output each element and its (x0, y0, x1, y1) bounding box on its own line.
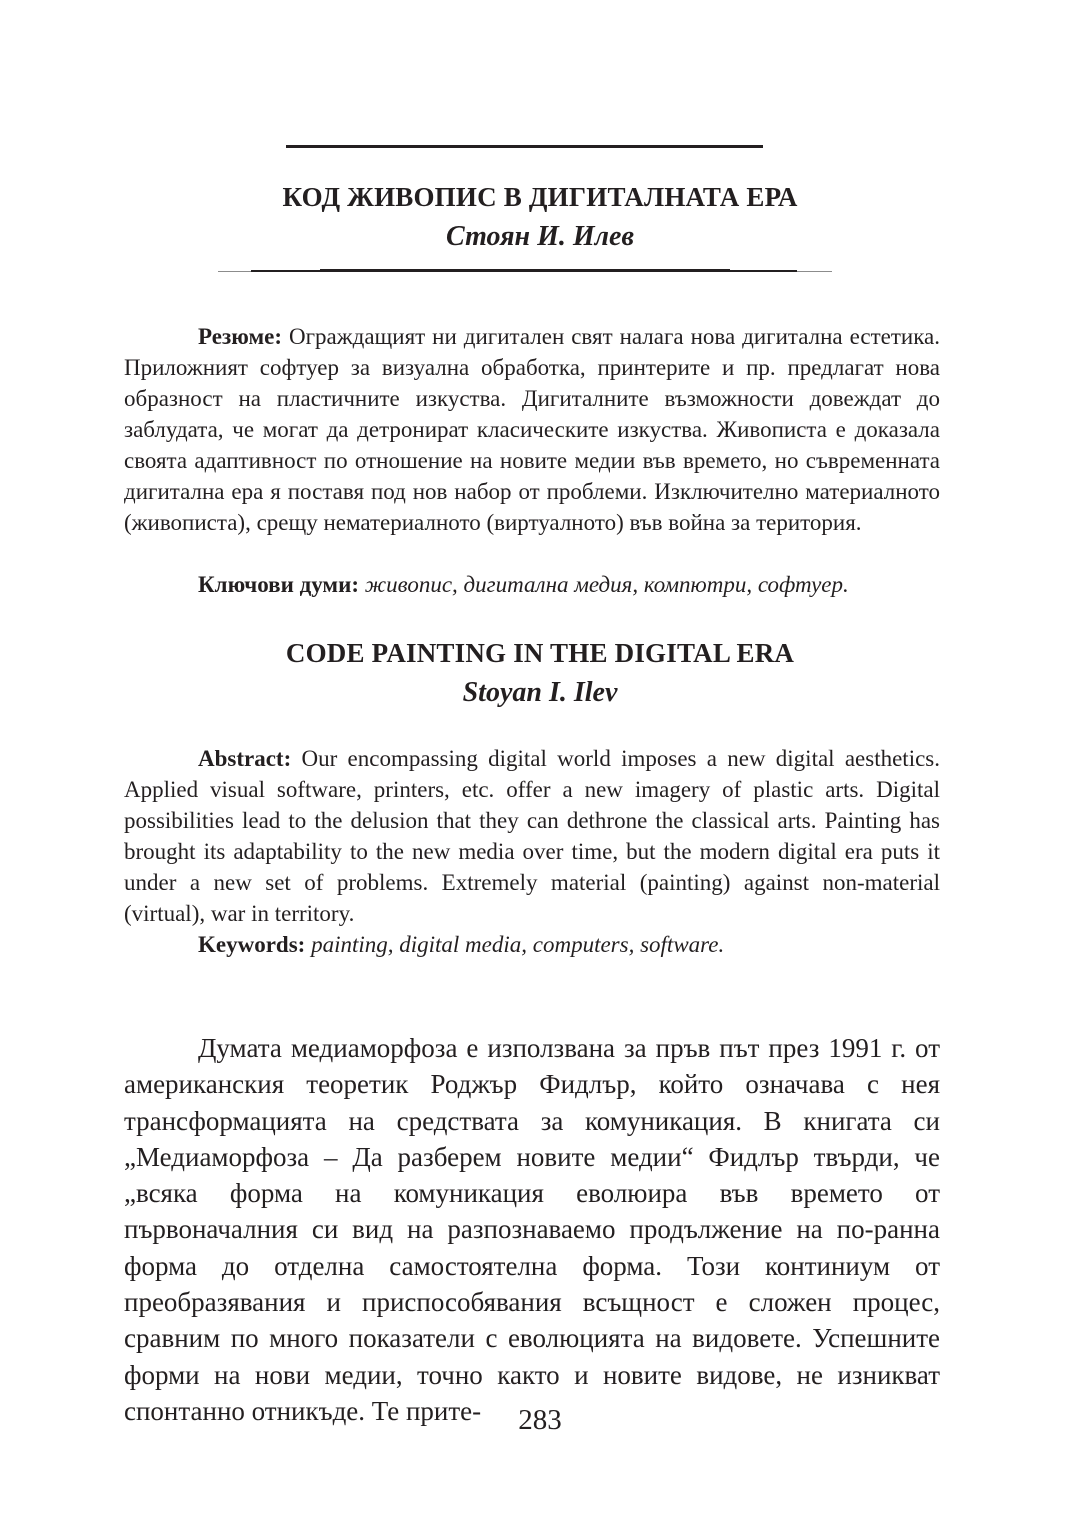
author-bg: Стоян И. Илев (446, 221, 634, 252)
body-paragraph: Думата медиаморфоза е използвана за пръв път през 1991 г. от американския теоретик Роджър Фидлър, който означава с нея трансформацията на средствата за комуникация. В книгата си „Медиаморфоза – Да разберем новите медии“ Фидлър твърди, че „всяка форма на комуникация еволюира във времето от първоначалния си вид на разпознаваемо продължение на по-ранна форма до отделна самостоятелна форма. Този континиум от преобразявания и приспособявания всъщност е сложен процес, сравним по много показатели с еволюцията на видовете. Успешните форми на нови медии, точно както и новите видове, не изникват спонтанно отникъде. Те прите- (124, 1033, 940, 1426)
top-rule (286, 145, 763, 148)
author-en: Stoyan I. Ilev (462, 677, 618, 708)
page-number: 283 (518, 1404, 562, 1436)
keywords-label-bg: Ключови думи: (198, 572, 360, 597)
abstract-en (124, 743, 940, 929)
keywords-text-en: painting, digital media, computers, software. (311, 932, 725, 957)
keywords-en (198, 929, 940, 960)
abstract-text-bg: Ограждащият ни дигитален свят налага нова дигитална естетика. Приложният софтуер за визуална обработка, принтерите и пр. предлагат нова образност на пластичните изкуства. Дигиталните възможности довеждат до заблудата, че могат да детронират класическите изкуства. Живописта е доказала своята адаптивност по отношение на новите медии във времето, но съвременната дигитална ера я поставя под нов набор от проблеми. Изключително материалното (живописта), срещу нематериалното (виртуалното) във война за територия. (124, 324, 941, 535)
abstract-label-en: Abstract: (198, 746, 292, 771)
keywords-label-en: Keywords: (198, 932, 306, 957)
abstract-bg (124, 321, 940, 538)
abstract-text-en: Our encompassing digital world imposes a new digital aesthetics. Applied visual software, printers, etc. offer a new imagery of plastic arts. Digital possibilities lead to the delusion that they can dethrone the classical arts. Painting has brought its adaptability to the new media over time, but the modern digital era puts it under a new set of problems. Extremely material (painting) against non-material (virtual), war in territory. (124, 746, 940, 926)
title-en: CODE PAINTING IN THE DIGITAL ERA (285, 638, 795, 668)
divider-rule-center (320, 269, 730, 272)
keywords-bg (198, 569, 940, 600)
title-bg: КОД ЖИВОПИС В ДИГИТАЛНАТА ЕРА (282, 182, 798, 212)
keywords-text-bg: живопис, дигитална медия, компютри, софтуер. (364, 572, 849, 597)
abstract-label-bg: Резюме: (198, 324, 283, 349)
